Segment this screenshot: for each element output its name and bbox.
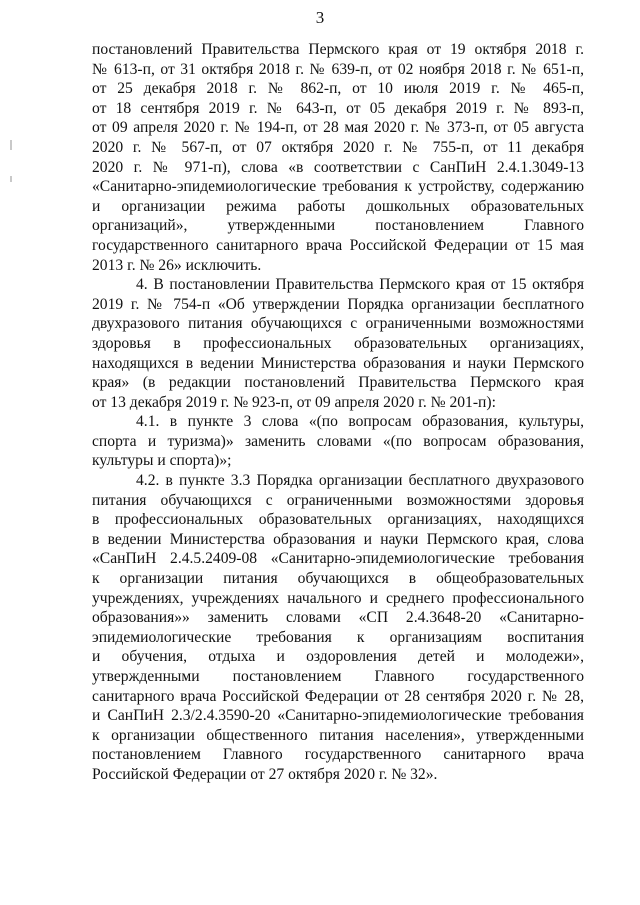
text-line: края» (в редакции постановлений Правительства Пермского края	[92, 374, 584, 392]
text-line: Российской Федерации от 27 октября 2020 г. № 32».	[92, 765, 438, 783]
text-line: «СанПиН 2.4.5.2409-08 «Санитарно-эпидемиологические требования	[92, 550, 584, 568]
text-line: организаций», утвержденными постановлением Главного	[92, 217, 584, 235]
text-line: питания обучающихся с ограниченными возможностями здоровья	[92, 491, 584, 509]
paragraph	[92, 412, 584, 471]
page-number: 3	[315, 8, 325, 27]
text-line: санитарного врача Российской Федерации от 28 сентября 2020 г. № 28,	[92, 687, 584, 705]
text-line: двухразового питания обучающихся с ограниченными возможностями	[92, 315, 584, 333]
text-line: к организации общественного питания населения», утвержденными	[92, 726, 584, 744]
paragraph	[92, 471, 584, 785]
text-line: 4. В постановлении Правительства Пермского края от 15 октября	[136, 276, 584, 294]
document-body	[92, 40, 584, 785]
text-line: 2020 г. № 567-п, от 07 октября 2020 г. № 755-п, от 11 декабря	[92, 138, 584, 156]
scan-margin-mark	[10, 176, 12, 182]
text-line: утвержденными постановлением Главного государственного	[92, 668, 584, 685]
text-line: учреждениях, учреждениях начального и среднего профессионального	[92, 589, 584, 607]
text-line: от 13 декабря 2019 г. № 923-п, от 09 апреля 2020 г. № 201-п):	[92, 393, 496, 411]
text-line: постановлений Правительства Пермского края от 19 октября 2018 г.	[92, 41, 584, 58]
text-line: образования»» заменить словами «СП 2.4.3648-20 «Санитарно-	[92, 609, 584, 627]
text-line: от 18 сентября 2019 г. № 643-п, от 05 декабря 2019 г. № 893-п,	[92, 99, 584, 117]
text-line: от 09 апреля 2020 г. № 194-п, от 28 мая 2020 г. № 373-п, от 05 августа	[92, 119, 584, 137]
text-line: «Санитарно-эпидемиологические требования к устройству, содержанию	[92, 178, 584, 196]
text-line: от 25 декабря 2018 г. № 862-п, от 10 июля 2019 г. № 465-п,	[92, 80, 584, 98]
text-line: и организации режима работы дошкольных образовательных	[92, 197, 584, 215]
scan-margin-mark	[10, 140, 12, 150]
text-line: № 613-п, от 31 октября 2018 г. № 639-п, от 02 ноября 2018 г. № 651-п,	[92, 60, 584, 78]
paragraph	[92, 275, 584, 412]
text-line: 2019 г. № 754-п «Об утверждении Порядка организации бесплатного	[92, 295, 584, 313]
text-line: спорта и туризма)» заменить словами «(по вопросам образования,	[92, 432, 584, 450]
text-line: 4.1. в пункте 3 слова «(по вопросам образования, культуры,	[136, 413, 584, 431]
text-line: и СанПиН 2.3/2.4.3590-20 «Санитарно-эпидемиологические требования	[92, 707, 584, 725]
text-line: государственного санитарного врача Российской Федерации от 15 мая	[92, 236, 584, 254]
text-line: в ведении Министерства образования и науки Пермского края, слова	[92, 530, 584, 548]
paragraph	[92, 40, 584, 275]
text-line: и обучения, отдыха и оздоровления детей и молодежи»,	[92, 648, 584, 666]
text-line: культуры и спорта)»;	[92, 452, 232, 470]
text-line: 2013 г. № 26» исключить.	[92, 256, 262, 274]
text-line: постановлением Главного государственного санитарного врача	[92, 746, 584, 764]
text-line: 2020 г. № 971-п), слова «в соответствии с СанПиН 2.4.1.3049-13	[92, 158, 584, 176]
text-line: находящихся в ведении Министерства образования и науки Пермского	[92, 354, 584, 372]
text-line: в профессиональных образовательных организациях, находящихся	[92, 511, 584, 529]
text-line: эпидемиологические требования к организациям воспитания	[92, 628, 584, 646]
text-line: здоровья в профессиональных образовательных организациях,	[92, 334, 584, 352]
text-line: 4.2. в пункте 3.3 Порядка организации бесплатного двухразового	[136, 472, 584, 490]
text-line: к организации питания обучающихся в общеобразовательных	[92, 570, 584, 588]
